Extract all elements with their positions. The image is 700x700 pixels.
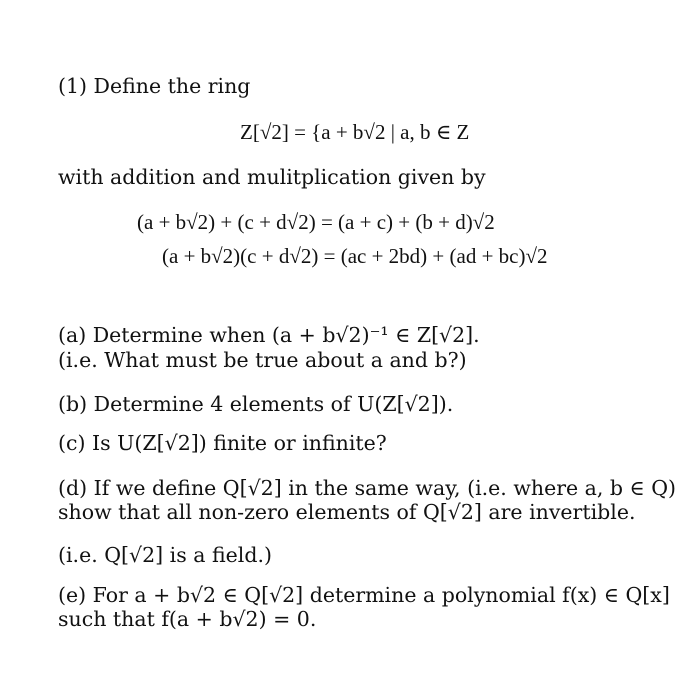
question-a-line2: (i.e. What must be true about a and b?) <box>58 348 467 372</box>
question-a-line1: (a) Determine when (a + b√2)⁻¹ ∈ Z[√2]. <box>58 323 480 347</box>
question-e-line1: (e) For a + b√2 ∈ Q[√2] determine a polynomial f(x) ∈ Q[x] <box>58 583 670 607</box>
with-text: with addition and mulitplication given by <box>58 165 486 189</box>
question-d-line1: (d) If we define Q[√2] in the same way, (i.e. where a, b ∈ Q) <box>58 476 677 500</box>
multiplication-rule: (a + b√2)(c + d√2) = (ac + 2bd) + (ad + bc)√2 <box>162 244 548 268</box>
question-d-line2: show that all non-zero elements of Q[√2] are invertible. <box>58 500 636 524</box>
question-c: (c) Is U(Z[√2]) finite or infinite? <box>58 431 387 455</box>
question-b: (b) Determine 4 elements of U(Z[√2]). <box>58 392 454 416</box>
ring-definition: Z[√2] = {a + b√2 | a, b ∈ Z <box>240 120 470 144</box>
question-e-line2: such that f(a + b√2) = 0. <box>58 607 317 631</box>
addition-rule: (a + b√2) + (c + d√2) = (a + c) + (b + d)√2 <box>137 210 495 234</box>
heading: (1) Define the ring <box>58 74 251 98</box>
question-d-line3: (i.e. Q[√2] is a field.) <box>58 543 272 567</box>
